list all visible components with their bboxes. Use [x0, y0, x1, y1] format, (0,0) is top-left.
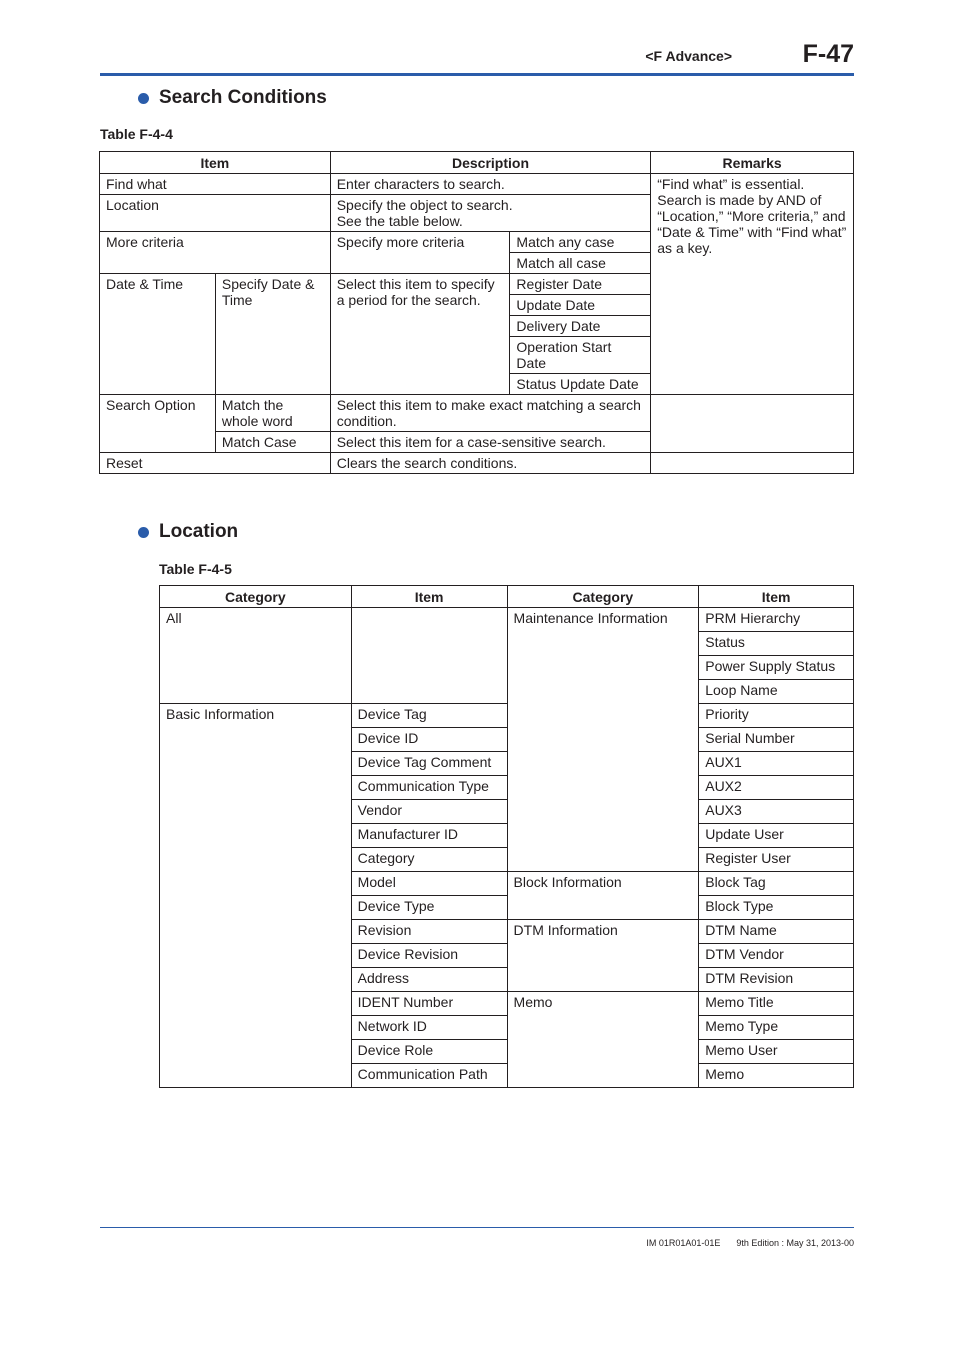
table-caption: Table F-4-4 [100, 126, 173, 142]
category-cell: Memo [507, 992, 699, 1088]
footer-rule [100, 1227, 854, 1228]
item-cell: Priority [699, 704, 854, 728]
description-cell: Select this item to make exact matching a search condition. [330, 395, 651, 432]
section-heading-location [138, 521, 238, 543]
description-cell: Clears the search conditions. [330, 453, 651, 474]
item-cell: Power Supply Status [699, 656, 854, 680]
item-cell: Device Tag [351, 704, 507, 728]
option-cell: Match any case [510, 232, 651, 253]
category-cell: Block Information [507, 872, 699, 920]
category-cell: All [160, 608, 352, 704]
table-caption: Table F-4-5 [159, 561, 232, 577]
table-row [100, 395, 854, 432]
table-row [160, 608, 854, 632]
section-title: Location [159, 521, 239, 542]
item-cell: Status [699, 632, 854, 656]
item-cell: More criteria [100, 232, 331, 274]
search-conditions-table [99, 151, 854, 474]
table-row [100, 453, 854, 474]
option-cell: Operation Start Date [510, 337, 651, 374]
document-id: IM 01R01A01-01E [646, 1238, 721, 1248]
description-cell: Select this item for a case-sensitive search. [330, 432, 651, 453]
item-cell [351, 656, 507, 680]
location-table [159, 585, 854, 1088]
item-cell: Device Type [351, 896, 507, 920]
item-cell: AUX2 [699, 776, 854, 800]
item-cell: Category [351, 848, 507, 872]
header-cell: Description [330, 152, 651, 174]
item-cell: DTM Revision [699, 968, 854, 992]
item-cell: Communication Path [351, 1064, 507, 1088]
item-cell: Register User [699, 848, 854, 872]
item-cell: Revision [351, 920, 507, 944]
table-header-row [160, 586, 854, 608]
header-cell: Item [100, 152, 331, 174]
item-cell: DTM Name [699, 920, 854, 944]
item-cell: Device Tag Comment [351, 752, 507, 776]
item-cell: AUX3 [699, 800, 854, 824]
table-row [160, 704, 854, 728]
bullet-icon [138, 93, 149, 104]
category-cell: Basic Information [160, 704, 352, 1088]
item-cell [351, 632, 507, 656]
item-cell [351, 680, 507, 704]
item-cell: Device ID [351, 728, 507, 752]
category-cell: Maintenance Information [507, 608, 699, 872]
item-cell: Address [351, 968, 507, 992]
item-cell: Find what [100, 174, 331, 195]
header-cell: Item [351, 586, 507, 608]
item-cell: PRM Hierarchy [699, 608, 854, 632]
description-cell: Enter characters to search. [330, 174, 651, 195]
item-cell: Vendor [351, 800, 507, 824]
item-cell: Update User [699, 824, 854, 848]
footer [646, 1238, 854, 1248]
sub-item-cell: Specify Date & Time [215, 274, 330, 395]
page-number: F-47 [802, 40, 854, 68]
sub-item-cell: Match the whole word [215, 395, 330, 432]
item-cell: Device Role [351, 1040, 507, 1064]
item-cell: AUX1 [699, 752, 854, 776]
item-cell: Memo Title [699, 992, 854, 1016]
item-cell: Block Type [699, 896, 854, 920]
header-cell: Remarks [651, 152, 854, 174]
remarks-cell [651, 174, 854, 395]
item-cell: IDENT Number [351, 992, 507, 1016]
item-cell: Memo User [699, 1040, 854, 1064]
item-cell [351, 608, 507, 632]
item-cell: Search Option [100, 395, 216, 453]
item-cell: DTM Vendor [699, 944, 854, 968]
item-cell: Model [351, 872, 507, 896]
item-cell: Device Revision [351, 944, 507, 968]
option-cell: Match all case [510, 253, 651, 274]
item-cell: Communication Type [351, 776, 507, 800]
section-heading-search-conditions [138, 87, 327, 109]
remarks-cell [651, 395, 854, 453]
chapter-label: <F Advance> [645, 48, 732, 64]
option-cell: Update Date [510, 295, 651, 316]
header-cell: Category [160, 586, 352, 608]
bullet-icon [138, 527, 149, 538]
description-cell: Specify more criteria [330, 232, 510, 274]
option-cell: Status Update Date [510, 374, 651, 395]
item-cell: Manufacturer ID [351, 824, 507, 848]
item-cell: Reset [100, 453, 331, 474]
category-cell: DTM Information [507, 920, 699, 992]
remarks-cell [651, 453, 854, 474]
item-cell: Location [100, 195, 331, 232]
section-title: Search Conditions [159, 87, 327, 108]
item-cell: Memo [699, 1064, 854, 1088]
item-cell: Serial Number [699, 728, 854, 752]
location-table-body [160, 608, 854, 1088]
edition-info: 9th Edition : May 31, 2013-00 [736, 1238, 854, 1248]
header-cell: Item [699, 586, 854, 608]
item-cell: Network ID [351, 1016, 507, 1040]
option-cell: Register Date [510, 274, 651, 295]
sub-item-cell: Match Case [215, 432, 330, 453]
remarks-text: “Find what” is essential. Search is made by AND of “Location,” “More criteria,” and “Date & Time” with “Find what” as a key. [657, 176, 847, 256]
item-cell: Loop Name [699, 680, 854, 704]
option-cell: Delivery Date [510, 316, 651, 337]
header-cell: Category [507, 586, 699, 608]
item-cell: Memo Type [699, 1016, 854, 1040]
item-cell: Block Tag [699, 872, 854, 896]
header-rule [100, 73, 854, 76]
description-cell: Specify the object to search. See the table below. [330, 195, 651, 232]
item-cell: Date & Time [100, 274, 216, 395]
table-row [100, 174, 854, 195]
description-cell: Select this item to specify a period for the search. [330, 274, 510, 395]
table-header-row [100, 152, 854, 174]
